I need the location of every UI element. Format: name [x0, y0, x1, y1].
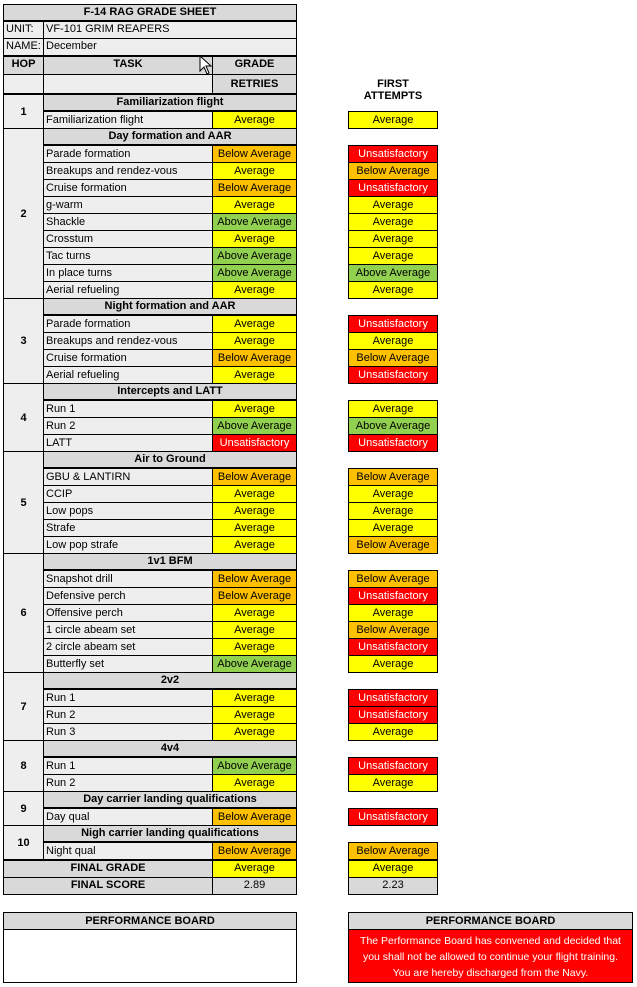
task-name-cell[interactable]: g-warm: [43, 196, 213, 214]
first-attempt-grade-cell[interactable]: Below Average: [348, 162, 438, 180]
first-attempt-grade-cell[interactable]: Average: [348, 519, 438, 537]
task-name-cell[interactable]: Snapshot drill: [43, 570, 213, 588]
hop-number: 8: [3, 740, 44, 792]
retry-grade-cell[interactable]: Average: [212, 196, 297, 214]
final-grade-first[interactable]: Average: [348, 860, 438, 878]
retry-grade-cell[interactable]: Average: [212, 332, 297, 350]
retry-grade-cell[interactable]: Unsatisfactory: [212, 434, 297, 452]
section-title: 4v4: [43, 740, 297, 757]
retry-grade-cell[interactable]: Above Average: [212, 213, 297, 231]
hop-number: 7: [3, 672, 44, 741]
section-title: Familiarization flight: [43, 94, 297, 111]
first-attempt-grade-cell[interactable]: Below Average: [348, 536, 438, 554]
first-attempt-grade-cell[interactable]: Unsatisfactory: [348, 315, 438, 333]
section-title: 1v1 BFM: [43, 553, 297, 570]
retry-grade-cell[interactable]: Average: [212, 706, 297, 724]
first-attempt-grade-cell[interactable]: Unsatisfactory: [348, 808, 438, 826]
retry-grade-cell[interactable]: Below Average: [212, 179, 297, 197]
performance-board-left-title: PERFORMANCE BOARD: [3, 912, 297, 930]
task-name-cell[interactable]: Breakups and rendez-vous: [43, 332, 213, 350]
task-name-cell[interactable]: Familiarization flight: [43, 111, 213, 129]
retries-header: RETRIES: [212, 74, 297, 94]
hop-number: 10: [3, 825, 44, 860]
task-name-cell[interactable]: Shackle: [43, 213, 213, 231]
first-attempt-grade-cell[interactable]: Below Average: [348, 621, 438, 639]
task-name-cell[interactable]: Aerial refueling: [43, 366, 213, 384]
name-label: NAME:: [3, 38, 44, 56]
first-attempt-grade-cell[interactable]: Unsatisfactory: [348, 434, 438, 452]
first-attempt-grade-cell[interactable]: Average: [348, 247, 438, 265]
task-name-cell[interactable]: Day qual: [43, 808, 213, 826]
task-name-cell[interactable]: Breakups and rendez-vous: [43, 162, 213, 180]
grade-column-header: GRADE: [212, 56, 297, 75]
retry-grade-cell[interactable]: Average: [212, 723, 297, 741]
task-name-cell[interactable]: Run 1: [43, 757, 213, 775]
retry-grade-cell[interactable]: Average: [212, 604, 297, 622]
task-name-cell[interactable]: 2 circle abeam set: [43, 638, 213, 656]
retry-grade-cell[interactable]: Average: [212, 315, 297, 333]
task-name-cell[interactable]: 1 circle abeam set: [43, 621, 213, 639]
task-name-cell[interactable]: Low pop strafe: [43, 536, 213, 554]
hop-number: 2: [3, 128, 44, 299]
task-name-cell[interactable]: Tac turns: [43, 247, 213, 265]
unit-label: UNIT:: [3, 21, 44, 39]
retry-grade-cell[interactable]: Below Average: [212, 145, 297, 163]
final-score-retries[interactable]: 2.89: [212, 877, 297, 895]
hop-spacer-cell: [3, 74, 44, 94]
section-title: Intercepts and LATT: [43, 383, 297, 400]
first-attempt-grade-cell[interactable]: Average: [348, 604, 438, 622]
section-title: Day formation and AAR: [43, 128, 297, 145]
retry-grade-cell[interactable]: Below Average: [212, 842, 297, 860]
task-name-cell[interactable]: Butterfly set: [43, 655, 213, 673]
first-attempt-grade-cell[interactable]: Average: [348, 213, 438, 231]
name-value-cell[interactable]: December: [43, 38, 297, 56]
section-title: Day carrier landing qualifications: [43, 791, 297, 808]
task-name-cell[interactable]: Run 3: [43, 723, 213, 741]
task-name-cell[interactable]: Parade formation: [43, 145, 213, 163]
first-attempt-grade-cell[interactable]: Unsatisfactory: [348, 366, 438, 384]
retry-grade-cell[interactable]: Average: [212, 366, 297, 384]
task-name-cell[interactable]: In place turns: [43, 264, 213, 282]
final-score-label: FINAL SCORE: [3, 877, 213, 895]
first-attempt-grade-cell[interactable]: Unsatisfactory: [348, 689, 438, 707]
retry-grade-cell[interactable]: Average: [212, 400, 297, 418]
section-title: 2v2: [43, 672, 297, 689]
retry-grade-cell[interactable]: Average: [212, 689, 297, 707]
first-attempt-grade-cell[interactable]: Average: [348, 655, 438, 673]
retry-grade-cell[interactable]: Below Average: [212, 349, 297, 367]
first-attempt-grade-cell[interactable]: Unsatisfactory: [348, 638, 438, 656]
performance-board-right-body[interactable]: The Performance Board has convened and decided that you shall not be allowed to continue your flight training. You are hereby discharged from the Navy.: [348, 929, 633, 983]
first-attempt-grade-cell[interactable]: Average: [348, 196, 438, 214]
task-name-cell[interactable]: Run 1: [43, 400, 213, 418]
first-attempt-grade-cell[interactable]: Above Average: [348, 264, 438, 282]
retry-grade-cell[interactable]: Average: [212, 230, 297, 248]
hop-column-header: HOP: [3, 56, 44, 75]
section-title: Night formation and AAR: [43, 298, 297, 315]
retry-grade-cell[interactable]: Below Average: [212, 468, 297, 486]
task-name-cell[interactable]: Night qual: [43, 842, 213, 860]
performance-board-left-body[interactable]: [3, 929, 297, 983]
final-grade-label: FINAL GRADE: [3, 860, 213, 878]
task-name-cell[interactable]: Run 2: [43, 417, 213, 435]
section-title: Air to Ground: [43, 451, 297, 468]
task-name-cell[interactable]: Strafe: [43, 519, 213, 537]
retry-grade-cell[interactable]: Average: [212, 281, 297, 299]
task-name-cell[interactable]: LATT: [43, 434, 213, 452]
first-attempt-grade-cell[interactable]: Average: [348, 774, 438, 792]
retry-grade-cell[interactable]: Average: [212, 536, 297, 554]
hop-number: 4: [3, 383, 44, 452]
first-attempt-grade-cell[interactable]: Average: [348, 281, 438, 299]
task-name-cell[interactable]: Run 1: [43, 689, 213, 707]
hop-number: 1: [3, 94, 44, 129]
first-attempt-grade-cell[interactable]: Unsatisfactory: [348, 706, 438, 724]
hop-number: 9: [3, 791, 44, 826]
unit-value-cell[interactable]: VF-101 GRIM REAPERS: [43, 21, 297, 39]
retry-grade-cell[interactable]: Above Average: [212, 264, 297, 282]
first-attempt-grade-cell[interactable]: Below Average: [348, 349, 438, 367]
first-attempt-grade-cell[interactable]: Unsatisfactory: [348, 587, 438, 605]
first-attempt-grade-cell[interactable]: Average: [348, 502, 438, 520]
final-grade-retries[interactable]: Average: [212, 860, 297, 878]
first-attempt-grade-cell[interactable]: Below Average: [348, 468, 438, 486]
first-attempt-grade-cell[interactable]: Below Average: [348, 842, 438, 860]
first-attempt-grade-cell[interactable]: Unsatisfactory: [348, 757, 438, 775]
task-name-cell[interactable]: GBU & LANTIRN: [43, 468, 213, 486]
retry-grade-cell[interactable]: Average: [212, 111, 297, 129]
first-attempt-grade-cell[interactable]: Average: [348, 485, 438, 503]
task-name-cell[interactable]: CCIP: [43, 485, 213, 503]
first-attempt-grade-cell[interactable]: Average: [348, 332, 438, 350]
task-name-cell[interactable]: Defensive perch: [43, 587, 213, 605]
retry-grade-cell[interactable]: Below Average: [212, 587, 297, 605]
task-name-cell[interactable]: Aerial refueling: [43, 281, 213, 299]
retry-grade-cell[interactable]: Average: [212, 519, 297, 537]
task-name-cell[interactable]: Run 2: [43, 774, 213, 792]
final-score-first[interactable]: 2.23: [348, 877, 438, 895]
task-column-header: TASK: [43, 56, 213, 75]
first-attempt-grade-cell[interactable]: Above Average: [348, 417, 438, 435]
retry-grade-cell[interactable]: Below Average: [212, 570, 297, 588]
sheet-title: F-14 RAG GRADE SHEET: [3, 4, 297, 21]
task-name-cell[interactable]: Cruise formation: [43, 349, 213, 367]
retry-grade-cell[interactable]: Average: [212, 638, 297, 656]
mouse-cursor-icon: [199, 55, 213, 75]
task-name-cell[interactable]: Low pops: [43, 502, 213, 520]
section-title: Nigh carrier landing qualifications: [43, 825, 297, 842]
retry-grade-cell[interactable]: Average: [212, 162, 297, 180]
task-name-cell[interactable]: Crosstum: [43, 230, 213, 248]
retry-grade-cell[interactable]: Average: [212, 485, 297, 503]
retry-grade-cell[interactable]: Average: [212, 774, 297, 792]
retry-grade-cell[interactable]: Above Average: [212, 247, 297, 265]
performance-board-right-title: PERFORMANCE BOARD: [348, 912, 633, 930]
first-attempt-grade-cell[interactable]: Average: [348, 723, 438, 741]
first-attempt-grade-cell[interactable]: Unsatisfactory: [348, 145, 438, 163]
retry-grade-cell[interactable]: Above Average: [212, 417, 297, 435]
retry-grade-cell[interactable]: Average: [212, 621, 297, 639]
first-attempt-grade-cell[interactable]: Average: [348, 111, 438, 129]
first-attempt-grade-cell[interactable]: Average: [348, 400, 438, 418]
first-attempts-header: FIRST ATTEMPTS: [363, 78, 423, 102]
first-attempt-grade-cell[interactable]: Below Average: [348, 570, 438, 588]
hop-number: 3: [3, 298, 44, 384]
hop-number: 5: [3, 451, 44, 554]
first-attempt-grade-cell[interactable]: Average: [348, 230, 438, 248]
retry-grade-cell[interactable]: Average: [212, 502, 297, 520]
retry-grade-cell[interactable]: Above Average: [212, 655, 297, 673]
hop-number: 6: [3, 553, 44, 673]
task-spacer-cell: [43, 74, 213, 94]
task-name-cell[interactable]: Run 2: [43, 706, 213, 724]
retry-grade-cell[interactable]: Above Average: [212, 757, 297, 775]
task-name-cell[interactable]: Cruise formation: [43, 179, 213, 197]
retry-grade-cell[interactable]: Below Average: [212, 808, 297, 826]
task-name-cell[interactable]: Parade formation: [43, 315, 213, 333]
task-name-cell[interactable]: Offensive perch: [43, 604, 213, 622]
first-attempt-grade-cell[interactable]: Unsatisfactory: [348, 179, 438, 197]
